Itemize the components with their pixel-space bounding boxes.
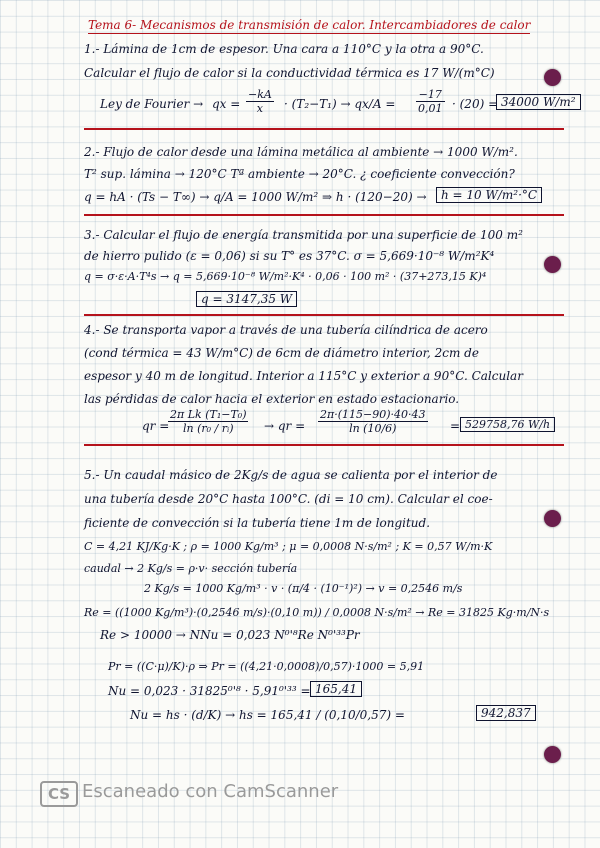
p5-line4: C = 4,21 KJ/Kg·K ; ρ = 1000 Kg/m³ ; μ = 0,0008 N·s/m² ; K = 0,57 W/m·K — [84, 540, 493, 553]
p3-line1: 3.- Calcular el flujo de energía transmitida por una superficie de 100 m² — [84, 228, 523, 242]
p5-line3: ficiente de convección si la tubería tiene 1m de longitud. — [84, 516, 431, 530]
binder-hole — [544, 746, 561, 763]
separator-3 — [84, 314, 564, 316]
p5-line5: caudal → 2 Kg/s = ρ·v· sección tubería — [84, 562, 298, 575]
p5-line6: 2 Kg/s = 1000 Kg/m³ · v · (π/4 · (10⁻¹)²) → v = 0,2546 m/s — [144, 582, 463, 595]
p4-line4: las pérdidas de calor hacia el exterior en estado estacionario. — [84, 392, 460, 406]
p4-line1: 4.- Se transporta vapor a través de una tubería cilíndrica de acero — [84, 323, 488, 337]
p2-line3: q = hA · (Ts − T∞) → q/A = 1000 W/m² ⇒ h · (120−20) → — [84, 190, 427, 204]
binder-hole — [544, 69, 561, 86]
p3-line2: de hierro pulido (ε = 0,06) si su T° es 37°C. σ = 5,669·10⁻⁸ W/m²K⁴ — [84, 249, 495, 263]
p4-eq-c: = — [450, 419, 461, 433]
separator-2 — [84, 214, 564, 216]
p1-eq-c: · (20) = — [452, 97, 499, 111]
camscanner-logo: CS — [40, 781, 78, 807]
p1-eq-label: Ley de Fourier → — [100, 97, 204, 111]
p4-fraction-2 — [318, 408, 428, 435]
camscanner-watermark: Escaneado con CamScanner — [82, 781, 339, 802]
p4-frac2-den: ln (10/6) — [349, 422, 397, 435]
p5-line9: Pr = ((C·μ)/K)·ρ ⇒ Pr = ((4,21·0,0008)/0,57)·1000 = 5,91 — [108, 660, 425, 673]
p1-eq-b: · (T₂−T₁) → qx/A = — [284, 97, 396, 111]
separator-1 — [84, 128, 564, 130]
p3-answer: q = 3147,35 W — [196, 291, 297, 307]
p1-frac2-den: 0,01 — [418, 102, 443, 115]
p5-answer-hs: 942,837 — [476, 705, 536, 721]
p1-line1: 1.- Lámina de 1cm de espesor. Una cara a 110°C y la otra a 90°C. — [84, 42, 484, 56]
p2-line1: 2.- Flujo de calor desde una lámina metálica al ambiente → 1000 W/m². — [84, 145, 518, 159]
p5-line11: Nu = hs · (d/K) → hs = 165,41 / (0,10/0,57) = — [130, 708, 405, 722]
page-title: Tema 6- Mecanismos de transmisión de calor. Intercambiadores de calor — [88, 18, 531, 32]
p5-answer-nu: 165,41 — [310, 681, 362, 697]
p2-answer: h = 10 W/m²·°C — [436, 187, 542, 203]
p1-answer: 34000 W/m² — [496, 94, 581, 110]
p1-frac1-num: −kA — [248, 88, 272, 101]
p4-frac1-num: 2π Lk (T₁−T₀) — [170, 408, 247, 421]
p4-answer: 529758,76 W/h — [460, 417, 555, 432]
p1-frac2-num: −17 — [416, 88, 445, 102]
p4-eq-a: qr = — [142, 419, 170, 433]
p4-line3: espesor y 40 m de longitud. Interior a 115°C y exterior a 90°C. Calcular — [84, 369, 523, 383]
p3-line3: q = σ·ε·A·T⁴s → q = 5,669·10⁻⁸ W/m²·K⁴ · 0,06 · 100 m² · (37+273,15 K)⁴ — [84, 270, 487, 283]
p1-eq-a: qx = — [212, 97, 241, 111]
binder-hole — [544, 256, 561, 273]
p5-line1: 5.- Un caudal másico de 2Kg/s de agua se calienta por el interior de — [84, 468, 498, 482]
p4-eq-b: → qr = — [264, 419, 306, 433]
p5-line2: una tubería desde 20°C hasta 100°C. (di = 10 cm). Calcular el coe- — [84, 492, 493, 506]
p5-line7: Re = ((1000 Kg/m³)·(0,2546 m/s)·(0,10 m)) / 0,0008 N·s/m² → Re = 31825 Kg·m/N·s — [84, 606, 550, 619]
separator-4 — [84, 444, 564, 446]
p5-line10: Nu = 0,023 · 31825⁰'⁸ · 5,91⁰'³³ = — [108, 684, 311, 698]
p1-line2: Calcular el flujo de calor si la conductividad térmica es 17 W/(m°C) — [84, 66, 495, 80]
p4-frac2-num: 2π·(115−90)·40·43 — [320, 408, 426, 421]
p4-line2: (cond térmica = 43 W/m°C) de 6cm de diámetro interior, 2cm de — [84, 346, 479, 360]
binder-hole — [544, 510, 561, 527]
p5-line8: Re > 10000 → NNu = 0,023 N⁰'⁸Re N⁰'³³Pr — [100, 628, 360, 642]
p4-fraction-1 — [168, 408, 248, 435]
p1-frac1-den: x — [256, 102, 264, 115]
p2-line2: T² sup. lámina → 120°C Tª ambiente → 20°C. ¿ coeficiente convección? — [84, 167, 515, 181]
p4-frac1-den: ln (r₀ / rᵢ) — [182, 422, 234, 435]
p1-fraction-1 — [246, 88, 274, 115]
p1-fraction-2 — [416, 88, 445, 115]
